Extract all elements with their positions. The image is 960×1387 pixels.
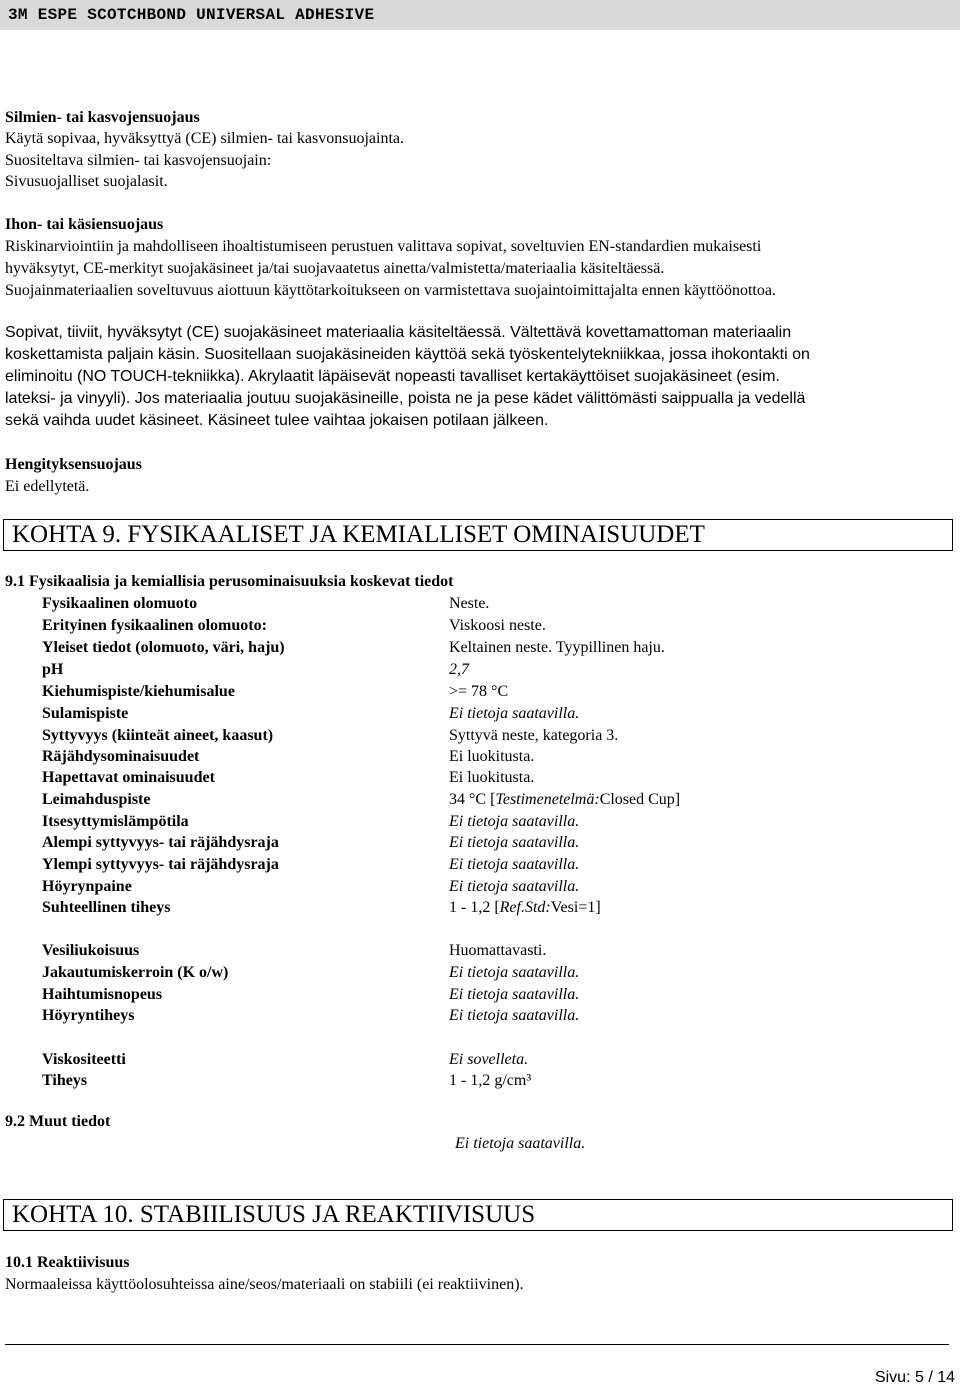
eye-protection-line: Suositeltava silmien- tai kasvojensuojain: xyxy=(5,152,272,169)
property-value: Syttyvä neste, kategoria 3. xyxy=(449,727,619,744)
property-value: Ei tietoja saatavilla. xyxy=(449,986,580,1003)
property-value: Keltainen neste. Tyypillinen haju. xyxy=(449,639,665,656)
property-label: Fysikaalinen olomuoto xyxy=(42,595,198,612)
eye-protection-heading: Silmien- tai kasvojensuojaus xyxy=(5,109,200,126)
page-number: Sivu: 5 / 14 xyxy=(874,1369,955,1386)
property-value: Viskoosi neste. xyxy=(449,617,546,634)
property-label: Alempi syttyvyys- tai räjähdysraja xyxy=(42,834,279,851)
property-label: Leimahduspiste xyxy=(42,791,151,808)
property-value-method: Ref.Std: xyxy=(499,899,551,916)
section-9-2-value: Ei tietoja saatavilla. xyxy=(455,1135,586,1152)
respiratory-protection-text: Ei edellytetä. xyxy=(5,478,90,495)
property-label: Viskositeetti xyxy=(42,1051,126,1068)
section-10-1-heading: 10.1 Reaktiivisuus xyxy=(5,1254,130,1271)
property-value: Ei tietoja saatavilla. xyxy=(449,856,580,873)
skin-protection-line: Riskinarviointiin ja mahdolliseen ihoaltistumiseen perustuen valittava sopivat, soveltuvien EN-standardien mukaisesti xyxy=(5,238,762,255)
eye-protection-line: Käytä sopivaa, hyväksyttyä (CE) silmien- tai kasvonsuojainta. xyxy=(5,130,405,147)
glove-guidance-line: lateksi- ja vinyyli). Jos materiaalia joutuu suojakäsineille, poista ne ja pese kädet välittömästi saippualla ja vedellä xyxy=(5,390,806,407)
property-label: Tiheys xyxy=(42,1072,88,1089)
section-9-title: KOHTA 9. FYSIKAALISET JA KEMIALLISET OMINAISUUDET xyxy=(12,521,705,548)
property-label: Hapettavat ominaisuudet xyxy=(42,769,215,786)
property-value: Ei sovelleta. xyxy=(449,1051,529,1068)
section-10-header xyxy=(3,1199,953,1231)
property-value: Ei tietoja saatavilla. xyxy=(449,813,580,830)
property-label: Räjähdysominaisuudet xyxy=(42,748,200,765)
section-9-1-heading: 9.1 Fysikaalisia ja kemiallisia perusominaisuuksia koskevat tiedot xyxy=(5,573,454,590)
glove-guidance-line: koskettamista paljain käsin. Suositellaan suojakäsineiden käyttöä sekä työskentelytekniikkaa, jossa ihokontakti on xyxy=(5,346,810,363)
property-value: 1 - 1,2 g/cm³ xyxy=(449,1072,532,1089)
property-label: Erityinen fysikaalinen olomuoto: xyxy=(42,617,267,634)
property-value: Huomattavasti. xyxy=(449,942,547,959)
property-label: Syttyvyys (kiinteät aineet, kaasut) xyxy=(42,727,274,744)
skin-protection-line: hyväksytyt, CE-merkityt suojakäsineet ja/tai suojavaatetus ainetta/valmistetta/materiaalia käsiteltäessä. xyxy=(5,260,665,277)
section-10-1-text: Normaaleissa käyttöolosuhteissa aine/seos/materiaali on stabiili (ei reaktiivinen). xyxy=(5,1276,524,1293)
document-header-bar xyxy=(0,0,960,30)
section-9-2-heading: 9.2 Muut tiedot xyxy=(5,1113,111,1130)
footer-divider xyxy=(5,1344,949,1345)
glove-guidance-line: eliminoitu (NO TOUCH-tekniikka). Akrylaatit läpäisevät nopeasti tavalliset kertakäyttöiset suojakäsineet (esim. xyxy=(5,368,780,385)
property-value-part: Closed Cup] xyxy=(599,791,681,808)
property-value-method: Testimenetelmä: xyxy=(495,791,600,808)
respiratory-protection-heading: Hengityksensuojaus xyxy=(5,456,142,473)
property-value: Neste. xyxy=(449,595,490,612)
property-value: Ei tietoja saatavilla. xyxy=(449,1007,580,1024)
property-value-part: 1 - 1,2 [ xyxy=(449,899,500,916)
property-value: Ei tietoja saatavilla. xyxy=(449,834,580,851)
property-value: Ei tietoja saatavilla. xyxy=(449,705,580,722)
property-label: Kiehumispiste/kiehumisalue xyxy=(42,683,235,700)
skin-protection-heading: Ihon- tai käsiensuojaus xyxy=(5,216,164,233)
skin-protection-line: Suojainmateriaalien soveltuvuus aiottuun käyttötarkoitukseen on varmistettava suojaintoimittajalta ennen käyttöönottoa. xyxy=(5,282,776,299)
property-label: Yleiset tiedot (olomuoto, väri, haju) xyxy=(42,639,285,656)
property-value: 2,7 xyxy=(449,661,469,678)
property-label: Höyrynpaine xyxy=(42,878,132,895)
property-value: >= 78 °C xyxy=(449,683,509,700)
property-label: Sulamispiste xyxy=(42,705,129,722)
property-value: Ei luokitusta. xyxy=(449,748,535,765)
property-label: Vesiliukoisuus xyxy=(42,942,140,959)
glove-guidance-line: Sopivat, tiiviit, hyväksytyt (CE) suojakäsineet materiaalia käsiteltäessä. Vältettävä kovettamattoman materiaalin xyxy=(5,324,792,341)
glove-guidance-line: sekä vaihda uudet käsineet. Käsineet tulee vaihtaa jokaisen potilaan jälkeen. xyxy=(5,412,549,429)
property-value xyxy=(449,791,680,809)
section-9-header xyxy=(3,519,953,551)
property-label: Höyryntiheys xyxy=(42,1007,135,1024)
property-label: Suhteellinen tiheys xyxy=(42,899,171,916)
property-value: Ei luokitusta. xyxy=(449,769,535,786)
document-title: 3M ESPE SCOTCHBOND UNIVERSAL ADHESIVE xyxy=(8,6,375,24)
property-value-part: Vesi=1] xyxy=(550,899,601,916)
property-value: Ei tietoja saatavilla. xyxy=(449,964,580,981)
property-label: Itsesyttymislämpötila xyxy=(42,813,189,830)
section-10-title: KOHTA 10. STABIILISUUS JA REAKTIIVISUUS xyxy=(12,1201,536,1228)
property-value: Ei tietoja saatavilla. xyxy=(449,878,580,895)
property-label: Jakautumiskerroin (K o/w) xyxy=(42,964,229,981)
property-label: Haihtumisnopeus xyxy=(42,986,163,1003)
property-label: pH xyxy=(42,661,64,678)
property-label: Ylempi syttyvyys- tai räjähdysraja xyxy=(42,856,279,873)
property-value xyxy=(449,899,601,917)
eye-protection-line: Sivusuojalliset suojalasit. xyxy=(5,173,168,190)
property-value-part: 34 °C [ xyxy=(449,791,496,808)
